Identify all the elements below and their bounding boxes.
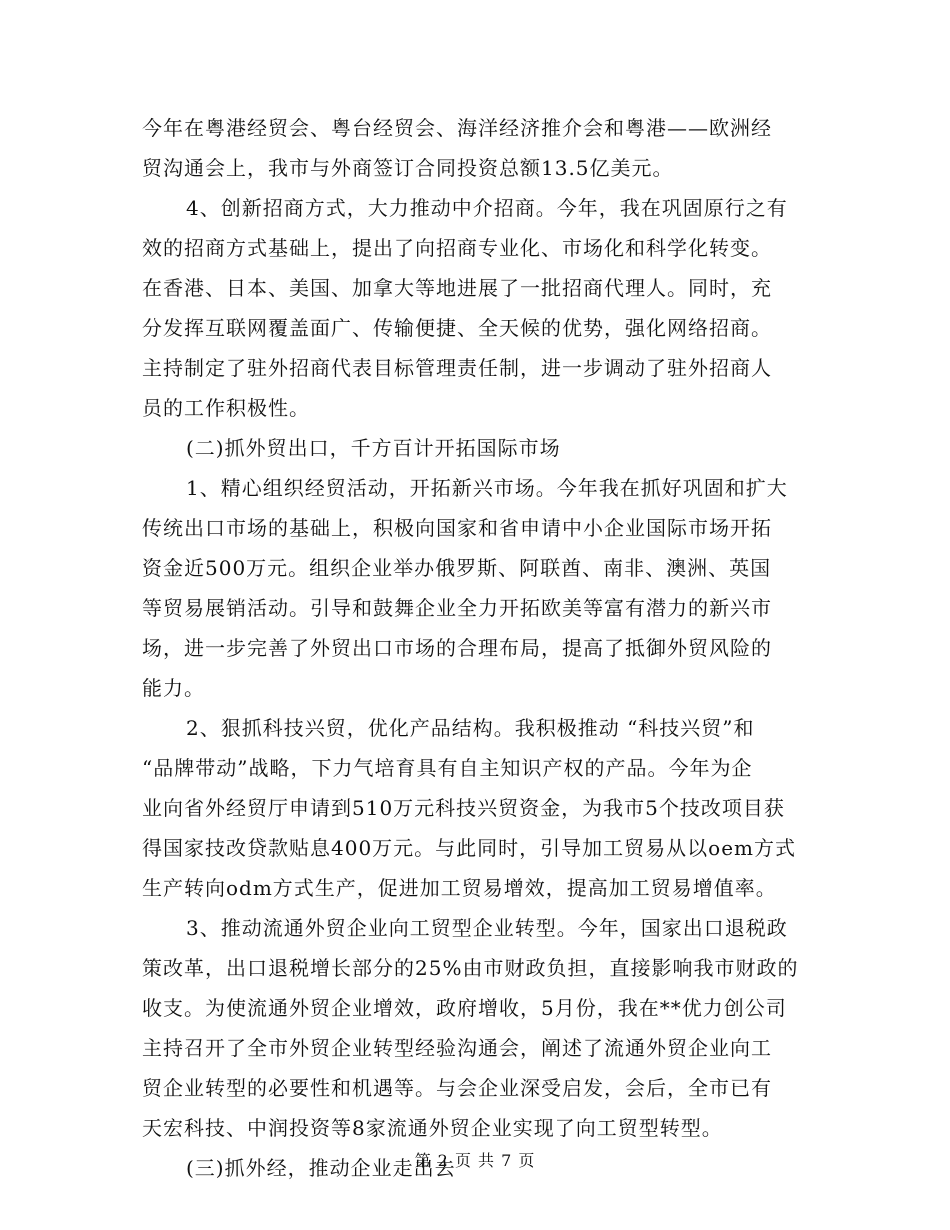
text-line: 贸企业转型的必要性和机遇等。与会企业深受启发，会后，全市已有	[142, 1076, 772, 1100]
text-line: 主持召开了全市外贸企业转型经验沟通会，阐述了流通外贸企业向工	[142, 1036, 772, 1060]
paragraph-start: 2、狠抓科技兴贸，优化产品结构。我积极推动 “科技兴贸”和	[186, 716, 755, 740]
text-line: 传统出口市场的基础上，积极向国家和省申请中小企业国际市场开拓	[142, 516, 772, 540]
text-line: 员的工作积极性。	[142, 396, 310, 420]
section-heading: (三)抓外经，推动企业走出去	[186, 1156, 456, 1180]
text-line: 等贸易展销活动。引导和鼓舞企业全力开拓欧美等富有潜力的新兴市	[142, 596, 772, 620]
page-number-footer: 第 2 页 共 7 页	[414, 1151, 536, 1170]
text-line: 今年在粤港经贸会、粤台经贸会、海洋经济推介会和粤港——欧洲经	[142, 116, 772, 140]
text-line: 生产转向odm方式生产，促进加工贸易增效，提高加工贸易增值率。	[142, 876, 777, 900]
text-line: 收支。为使流通外贸企业增效，政府增收，5月份，我在**优力创公司	[142, 996, 787, 1020]
text-line: 能力。	[142, 676, 205, 700]
text-line: 天宏科技、中润投资等8家流通外贸企业实现了向工贸型转型。	[142, 1116, 723, 1140]
paragraph-start: 4、创新招商方式，大力推动中介招商。今年，我在巩固原行之有	[186, 196, 788, 220]
text-line: 在香港、日本、美国、加拿大等地进展了一批招商代理人。同时，充	[142, 276, 772, 300]
section-heading: (二)抓外贸出口，千方百计开拓国际市场	[186, 436, 561, 460]
paragraph-start: 3、推动流通外贸企业向工贸型企业转型。今年，国家出口退税政	[186, 916, 788, 940]
paragraph-start: 1、精心组织经贸活动，开拓新兴市场。今年我在抓好巩固和扩大	[186, 476, 788, 500]
text-line: 场，进一步完善了外贸出口市场的合理布局，提高了抵御外贸风险的	[142, 636, 772, 660]
text-line: 业向省外经贸厅申请到510万元科技兴贸资金，为我市5个技改项目获	[142, 796, 785, 820]
text-line: 分发挥互联网覆盖面广、传输便捷、全天候的优势，强化网络招商。	[142, 316, 772, 340]
text-line: 策改革，出口退税增长部分的25%由市财政负担，直接影响我市财政的	[142, 956, 799, 980]
text-line: 资金近500万元。组织企业举办俄罗斯、阿联酋、南非、澳洲、英国	[142, 556, 772, 580]
text-line: “品牌带动”战略，下力气培育具有自主知识产权的产品。今年为企	[142, 756, 753, 780]
text-line: 得国家技改贷款贴息400万元。与此同时，引导加工贸易从以oem方式	[142, 836, 797, 860]
document-body	[142, 108, 814, 1188]
text-line: 效的招商方式基础上，提出了向招商专业化、市场化和科学化转变。	[142, 236, 772, 260]
text-line: 贸沟通会上，我市与外商签订合同投资总额13.5亿美元。	[142, 156, 674, 180]
text-line: 主持制定了驻外招商代表目标管理责任制，进一步调动了驻外招商人	[142, 356, 772, 380]
